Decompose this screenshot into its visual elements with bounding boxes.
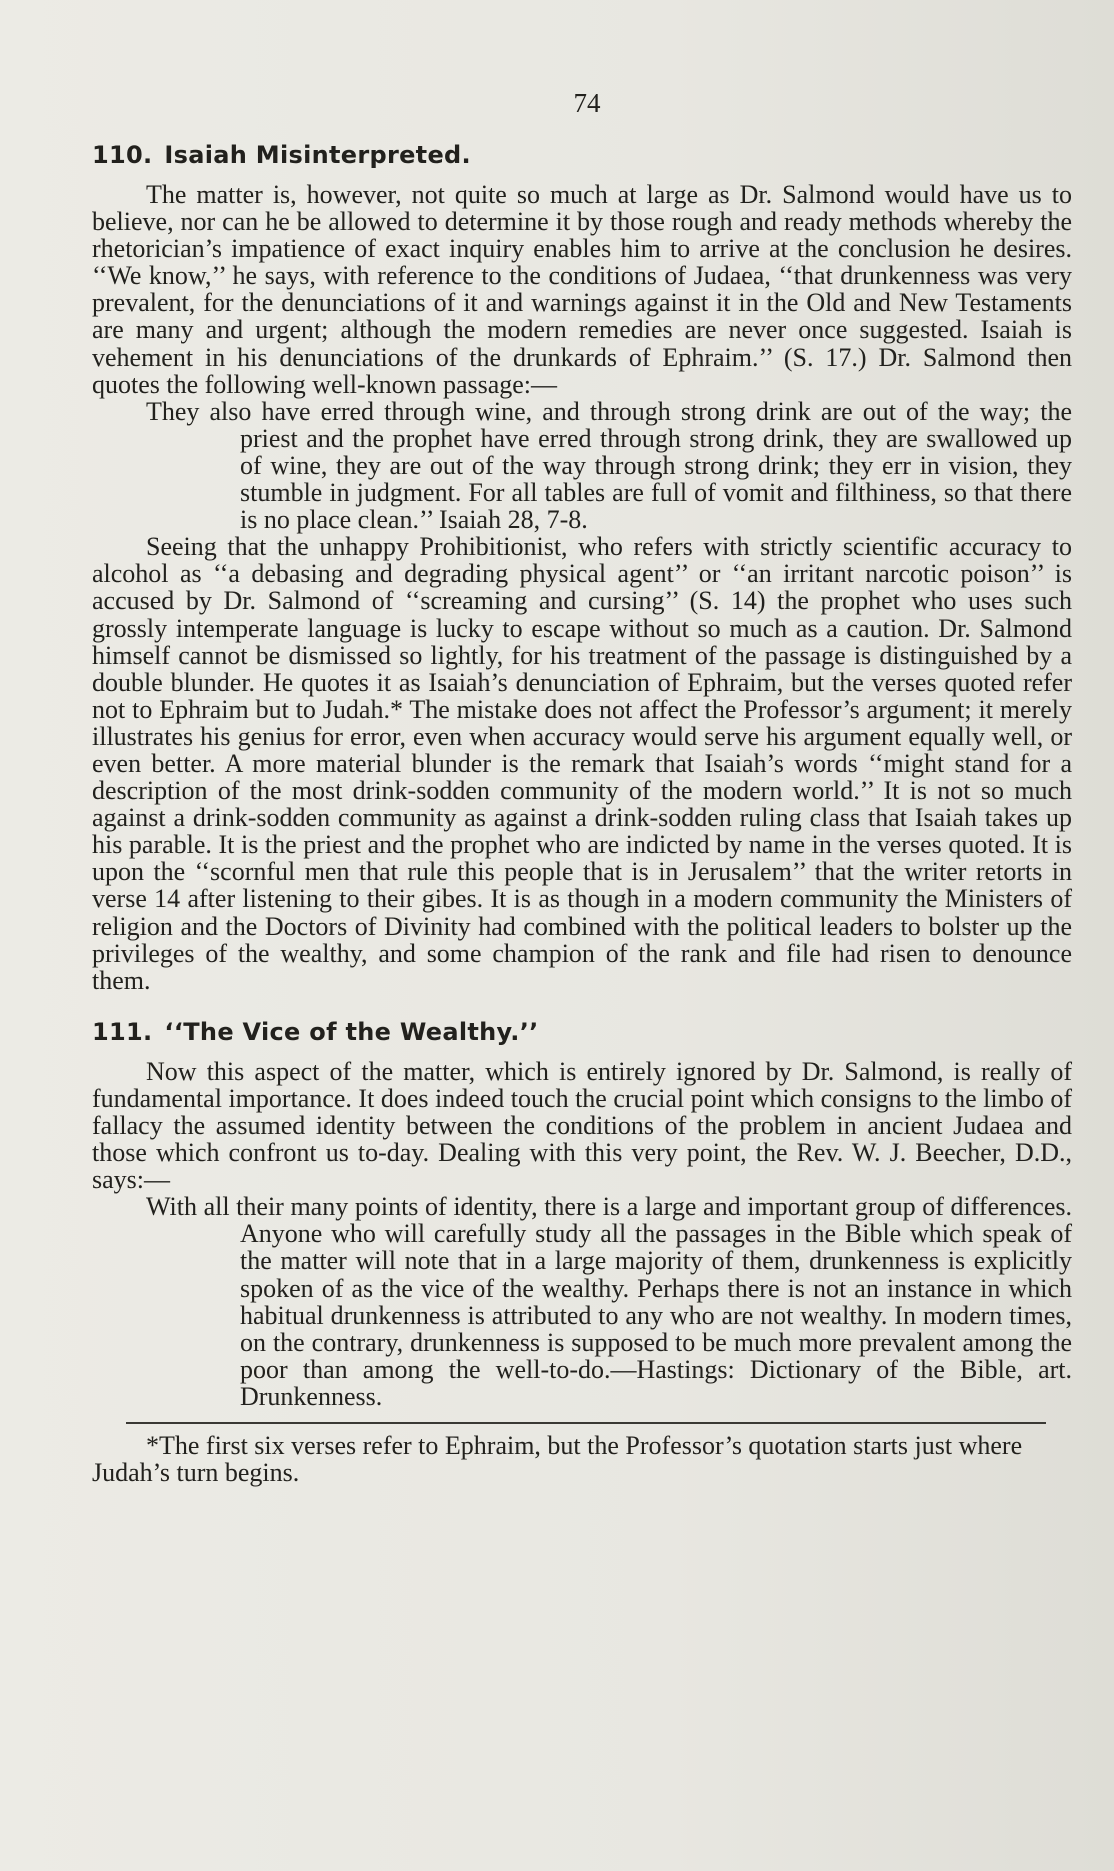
section-110: [92, 141, 1072, 994]
body-paragraph: Seeing that the unhappy Prohibitionist, who refers with strictly scientific accuracy to alcohol as ‘‘a debasing and degrading physical agent’’ or ‘‘an irritant narcotic poison’’ is accused by Dr. Salmond of ‘‘screaming and cursing’’ (S. 14) the prophet who uses such grossly intemperate language is lucky to escape without so much as a caution. Dr. Salmond himself cannot be dismissed so lightly, for his treatment of the passage is distinguished by a double blunder. He quotes it as Isaiah’s denunciation of Ephraim, but the verses quoted refer not to Ephraim but to Judah.* The mistake does not affect the Professor’s argument; it merely illustrates his genius for error, even when accuracy would serve his argument equally well, or even better. A more material blunder is the remark that Isaiah’s words ‘‘might stand for a description of the most drink-sodden community of the modern world.’’ It is not so much against a drink-sodden community as against a drink-sodden ruling class that Isaiah takes up his parable. It is the priest and the prophet who are indicted by name in the verses quoted. It is upon the ‘‘scornful men that rule this people that is in Jerusalem’’ that the writer retorts in verse 14 after listening to their gibes. It is as though in a modern community the Ministers of religion and the Doctors of Divinity had combined with the political leaders to bolster up the privileges of the wealthy, and some champion of the rank and file had risen to denounce them.: [92, 532, 1072, 995]
body-paragraph: Now this aspect of the matter, which is entirely ignored by Dr. Salmond, is really of fundamental importance. It does indeed touch the crucial point which consigns to the limbo of fallacy the assumed identity between the conditions of the problem in ancient Judaea and those which confront us to-day. Dealing with this very point, the Rev. W. J. Beecher, D.D., says:—: [92, 1056, 1072, 1195]
page-number: 74: [573, 88, 601, 118]
section-111: [92, 1018, 1072, 1410]
body-paragraph: The matter is, however, not quite so much at large as Dr. Salmond would have us to believe, nor can he be allowed to determine it by those rough and ready methods whereby the rhetorician’s impatience of exact inquiry enables him to arrive at the conclusion he desires. ‘‘We know,’’ he says, with reference to the conditions of Judaea, ‘‘that drunkenness was very prevalent, for the denunciations of it and warnings against it in the Old and New Testaments are many and urgent; although the modern remedies are never once suggested. Isaiah is vehement in his denunciations of the drunkards of Ephraim.’’ (S. 17.) Dr. Salmond then quotes the following well-known passage:—: [92, 180, 1072, 399]
footnote-divider: [126, 1422, 1046, 1424]
section-title: ‘‘The Vice of the Wealthy.’’: [164, 1017, 539, 1046]
block-quote: With all their many points of identity, there is a large and important group of differences. Anyone who will carefully study all the passages in the Bible which speak of the matter will note that in a large majority of them, drunkenness is explicitly spoken of as the vice of the wealthy. Perhaps there is not an instance in which habitual drunkenness is attributed to any who are not wealthy. In modern times, on the contrary, drunkenness is supposed to be much more prevalent among the poor than among the well-to-do.—Hastings: Dictionary of the Bible, art. Drunkenness.: [146, 1192, 1072, 1411]
footnote: *The first six verses refer to Ephraim, but the Professor’s quotation starts just where Judah’s turn begins.: [92, 1431, 1023, 1488]
block-quote: They also have erred through wine, and through strong drink are out of the way; the priest and the prophet have erred through strong drink, they are swallowed up of wine, they are out of the way through strong drink; they err in vision, they stumble in judgment. For all tables are full of vomit and filthiness, so that there is no place clean.’’ Isaiah 28, 7-8.: [146, 396, 1072, 535]
section-number: 111.: [92, 1017, 153, 1046]
section-heading: [92, 141, 1072, 169]
section-number: 110.: [92, 141, 153, 169]
section-heading: [92, 1018, 1072, 1046]
section-title: Isaiah Misinterpreted.: [164, 141, 471, 169]
